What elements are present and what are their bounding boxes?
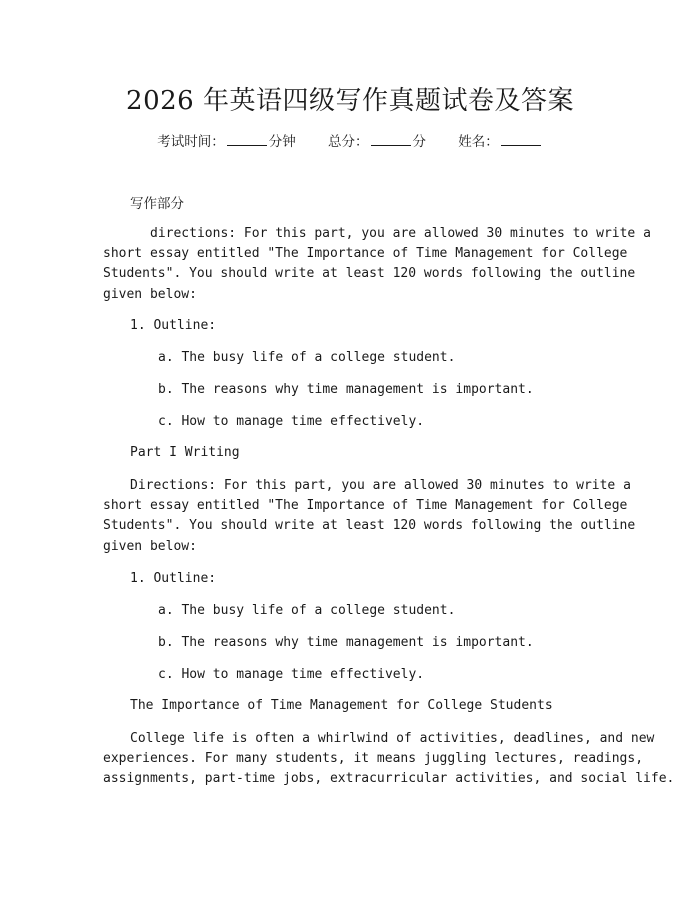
essay-line: College life is often a whirlwind of activities, deadlines, and new — [130, 731, 655, 746]
directions-line: short essay entitled "The Importance of Time Management for College — [103, 498, 628, 513]
outline-item: b. The reasons why time management is important. — [158, 635, 534, 650]
directions-line: short essay entitled "The Importance of Time Management for College — [103, 246, 628, 261]
essay-line: assignments, part-time jobs, extracurricular activities, and social life. — [103, 771, 675, 786]
exam-score — [328, 134, 430, 150]
outline-label: 1. Outline: — [130, 571, 217, 586]
name-label: 姓名： — [458, 134, 499, 150]
exam-name — [458, 134, 543, 150]
outline-label: 1. Outline: — [130, 318, 217, 333]
time-blank — [227, 143, 267, 146]
section-heading: Part I Writing — [130, 445, 240, 460]
exam-time — [157, 134, 300, 150]
directions-line: given below: — [103, 539, 197, 554]
directions-line: Students". You should write at least 120 words following the outline — [103, 518, 636, 533]
exam-meta — [0, 130, 700, 150]
time-label: 考试时间： — [157, 134, 225, 150]
score-blank — [371, 143, 411, 146]
outline-item: b. The reasons why time management is important. — [158, 382, 534, 397]
outline-item: a. The busy life of a college student. — [158, 603, 456, 618]
directions-line: Students". You should write at least 120 words following the outline — [103, 266, 636, 281]
outline-item: c. How to manage time effectively. — [158, 667, 425, 682]
section-heading: 写作部分 — [130, 196, 184, 212]
essay-line: experiences. For many students, it means juggling lectures, readings, — [103, 751, 644, 766]
directions-line: given below: — [103, 287, 197, 302]
score-label: 总分： — [328, 134, 369, 150]
directions-line: directions: For this part, you are allowed 30 minutes to write a — [150, 226, 651, 241]
name-blank — [501, 143, 541, 146]
essay-title: The Importance of Time Management for College Students — [130, 698, 553, 713]
document-title: 2026 年英语四级写作真题试卷及答案 — [126, 86, 574, 116]
outline-item: a. The busy life of a college student. — [158, 350, 456, 365]
directions-line: Directions: For this part, you are allowed 30 minutes to write a — [130, 478, 631, 493]
score-unit: 分 — [412, 134, 426, 150]
outline-item: c. How to manage time effectively. — [158, 414, 425, 429]
time-unit: 分钟 — [268, 134, 296, 150]
